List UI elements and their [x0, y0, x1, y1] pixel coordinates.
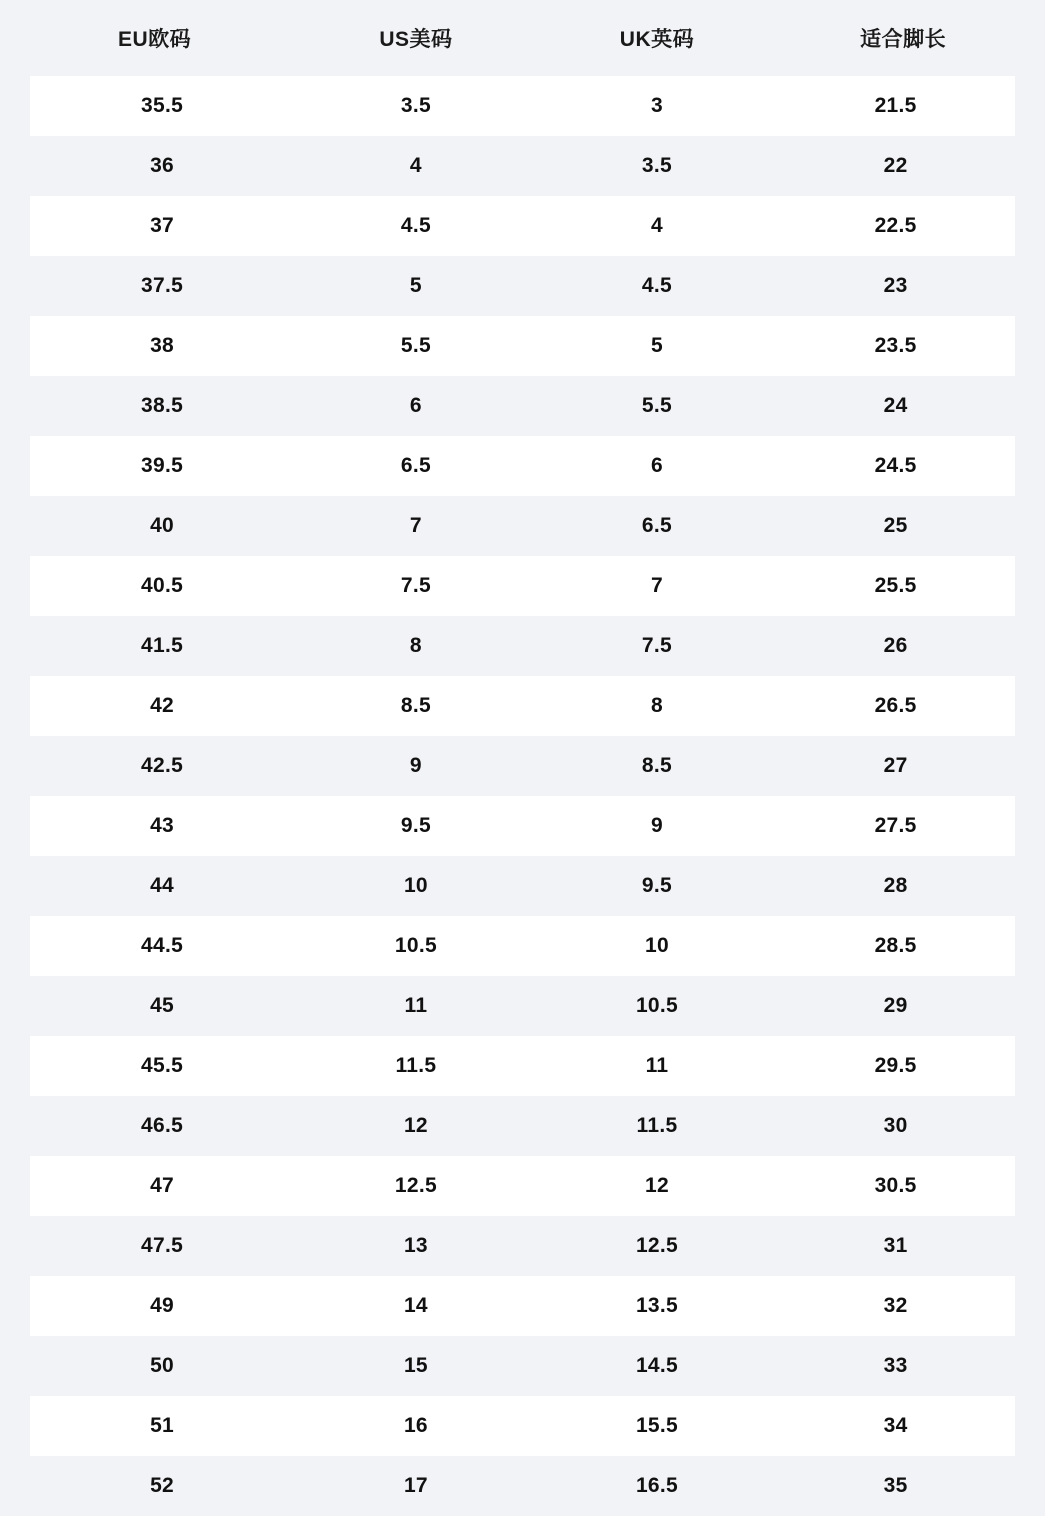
table-cell: 5 [538, 316, 777, 376]
table-row [15, 1336, 1030, 1396]
table-cell: 6 [294, 376, 538, 436]
table-cell: 12.5 [538, 1216, 777, 1276]
table-row [15, 76, 1030, 136]
table-cell: 12 [538, 1156, 777, 1216]
table-cell: 6.5 [538, 496, 777, 556]
table-cell: 28.5 [776, 916, 1030, 976]
table-cell: 52 [15, 1456, 294, 1516]
table-cell: 25.5 [776, 556, 1030, 616]
table-row [15, 1456, 1030, 1516]
table-cell: 43 [15, 796, 294, 856]
table-cell: 26.5 [776, 676, 1030, 736]
table-cell: 4 [538, 196, 777, 256]
column-header-footlength: 适合脚长 [776, 0, 1030, 76]
table-cell: 37.5 [15, 256, 294, 316]
table-cell: 25 [776, 496, 1030, 556]
table-body [15, 76, 1030, 1516]
table-row [15, 1036, 1030, 1096]
table-cell: 27.5 [776, 796, 1030, 856]
table-cell: 31 [776, 1216, 1030, 1276]
table-cell: 34 [776, 1396, 1030, 1456]
table-cell: 24 [776, 376, 1030, 436]
table-cell: 38 [15, 316, 294, 376]
table-row [15, 856, 1030, 916]
table-cell: 42 [15, 676, 294, 736]
table-cell: 36 [15, 136, 294, 196]
table-cell: 45 [15, 976, 294, 1036]
table-cell: 7 [294, 496, 538, 556]
table-cell: 23 [776, 256, 1030, 316]
column-header-uk: UK英码 [538, 0, 777, 76]
table-cell: 16.5 [538, 1456, 777, 1516]
table-row [15, 1156, 1030, 1216]
table-cell: 12.5 [294, 1156, 538, 1216]
table-cell: 22 [776, 136, 1030, 196]
table-cell: 47.5 [15, 1216, 294, 1276]
table-cell: 11.5 [294, 1036, 538, 1096]
table-cell: 35 [776, 1456, 1030, 1516]
table-row [15, 136, 1030, 196]
table-cell: 40.5 [15, 556, 294, 616]
table-cell: 37 [15, 196, 294, 256]
table-cell: 3.5 [294, 76, 538, 136]
table-header [15, 0, 1030, 76]
table-cell: 41.5 [15, 616, 294, 676]
table-cell: 51 [15, 1396, 294, 1456]
table-cell: 4.5 [538, 256, 777, 316]
table-cell: 30.5 [776, 1156, 1030, 1216]
table-cell: 10 [538, 916, 777, 976]
table-cell: 26 [776, 616, 1030, 676]
table-cell: 9.5 [294, 796, 538, 856]
table-cell: 8.5 [538, 736, 777, 796]
table-cell: 6 [538, 436, 777, 496]
table-cell: 3 [538, 76, 777, 136]
table-cell: 32 [776, 1276, 1030, 1336]
table-cell: 12 [294, 1096, 538, 1156]
table-cell: 16 [294, 1396, 538, 1456]
table-cell: 5 [294, 256, 538, 316]
table-row [15, 1396, 1030, 1456]
table-cell: 45.5 [15, 1036, 294, 1096]
table-row [15, 916, 1030, 976]
table-row [15, 1096, 1030, 1156]
table-row [15, 556, 1030, 616]
table-cell: 7.5 [538, 616, 777, 676]
table-cell: 15 [294, 1336, 538, 1396]
table-cell: 33 [776, 1336, 1030, 1396]
table-cell: 29.5 [776, 1036, 1030, 1096]
table-cell: 4.5 [294, 196, 538, 256]
table-cell: 40 [15, 496, 294, 556]
table-cell: 7.5 [294, 556, 538, 616]
table-cell: 6.5 [294, 436, 538, 496]
table-cell: 50 [15, 1336, 294, 1396]
table-cell: 13 [294, 1216, 538, 1276]
table-row [15, 436, 1030, 496]
table-cell: 21.5 [776, 76, 1030, 136]
table-cell: 44.5 [15, 916, 294, 976]
table-row [15, 616, 1030, 676]
table-cell: 23.5 [776, 316, 1030, 376]
table-cell: 14.5 [538, 1336, 777, 1396]
table-row [15, 256, 1030, 316]
table-cell: 30 [776, 1096, 1030, 1156]
table-cell: 8 [294, 616, 538, 676]
table-cell: 10.5 [294, 916, 538, 976]
table-cell: 44 [15, 856, 294, 916]
table-cell: 27 [776, 736, 1030, 796]
table-cell: 24.5 [776, 436, 1030, 496]
table-cell: 38.5 [15, 376, 294, 436]
table-row [15, 496, 1030, 556]
table-cell: 39.5 [15, 436, 294, 496]
table-cell: 11 [294, 976, 538, 1036]
table-cell: 10 [294, 856, 538, 916]
table-row [15, 316, 1030, 376]
column-header-eu: EU欧码 [15, 0, 294, 76]
table-cell: 17 [294, 1456, 538, 1516]
table-row [15, 676, 1030, 736]
table-cell: 14 [294, 1276, 538, 1336]
table-cell: 8 [538, 676, 777, 736]
table-row [15, 1216, 1030, 1276]
table-row [15, 196, 1030, 256]
table-cell: 10.5 [538, 976, 777, 1036]
table-row [15, 796, 1030, 856]
table-cell: 9 [294, 736, 538, 796]
table-cell: 29 [776, 976, 1030, 1036]
table-cell: 5.5 [294, 316, 538, 376]
table-cell: 13.5 [538, 1276, 777, 1336]
table-cell: 9.5 [538, 856, 777, 916]
table-cell: 7 [538, 556, 777, 616]
table-cell: 15.5 [538, 1396, 777, 1456]
table-cell: 4 [294, 136, 538, 196]
table-row [15, 736, 1030, 796]
table-cell: 8.5 [294, 676, 538, 736]
table-cell: 9 [538, 796, 777, 856]
table-cell: 22.5 [776, 196, 1030, 256]
table-cell: 3.5 [538, 136, 777, 196]
table-cell: 28 [776, 856, 1030, 916]
table-cell: 42.5 [15, 736, 294, 796]
table-row [15, 376, 1030, 436]
column-header-us: US美码 [294, 0, 538, 76]
table-row [15, 976, 1030, 1036]
table-cell: 47 [15, 1156, 294, 1216]
table-header-row [15, 0, 1030, 76]
table-cell: 46.5 [15, 1096, 294, 1156]
table-cell: 11.5 [538, 1096, 777, 1156]
table-row [15, 1276, 1030, 1336]
table-cell: 35.5 [15, 76, 294, 136]
table-cell: 5.5 [538, 376, 777, 436]
table-cell: 49 [15, 1276, 294, 1336]
table-cell: 11 [538, 1036, 777, 1096]
